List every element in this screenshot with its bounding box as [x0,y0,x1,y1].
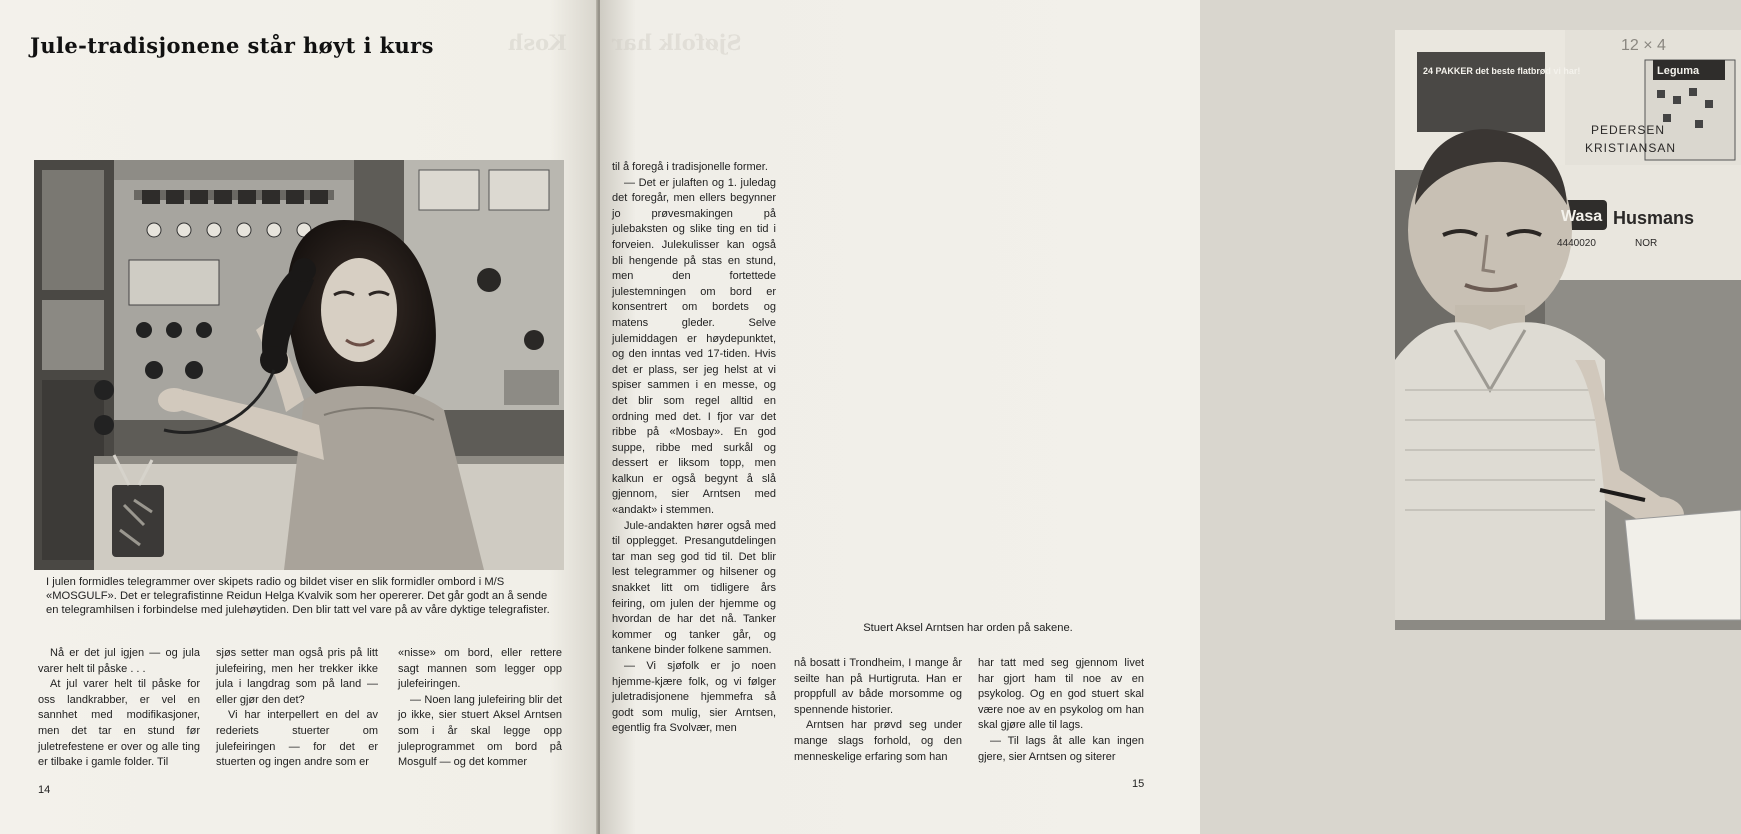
bleed-through-text: Kosh [508,30,567,55]
radio-room-illustration [34,160,564,570]
article-column-3 [398,646,562,771]
paragraph: Vi har interpellert en del av rederiets stuerter om julefeiringen — for det er stuerten og ingen andre som er [216,709,378,769]
page-number-right: 15 [1132,778,1145,790]
paragraph: nå bosatt i Trondheim, I mange år seilte han på Hurtigruta. Han er proppfull av både morsomme og spennende historier. [794,657,962,716]
steward-photo [1395,30,1741,630]
paragraph: sjøs setter man også pris på litt julefeiring, men her trekker ikke jula i langdrag som på land — eller gjør den det? [216,647,378,706]
article-column-2 [216,646,378,771]
box-label: Husmans [1613,208,1695,228]
paragraph: — Det er julaften og 1. juledag det foregår, men ellers begynner jo prøvesmakingen på julebaksten og slike ting en tid i forveien. Julekulisser kan også bli hengende på stas en stund, men den fortettede julestemningen om bord er konsentrert om bordets og matens gleder. Selve julemiddagen er høydepunktet, og den inntas ved 17-tiden. Hvis det er plass, ser jeg helst at vi spiser sammen i en messe, og det blir som regel alltid en ordning med det. I fjor var det ribbe på «Mosbay». En god suppe, ribbe med surkål og dessert er liksom topp, men kalkun er også begynt å slå gjennom, sier Arntsen med «andakt» i stemmen. [612,176,776,517]
box-label: 12 × 4 [1621,37,1666,54]
bleed-through-text: Sjøfolk har [612,30,742,55]
radio-operator-photo [34,160,564,570]
box-label: NOR [1635,238,1658,249]
article-column-1 [38,646,200,771]
box-label: 4440020 [1557,238,1596,249]
headline: Jule-tradisjonene står høyt i kurs [30,33,434,58]
paragraph: — Til lags åt alle kan ingen gjere, sier Arntsen og siterer [978,734,1144,763]
box-label: 24 PAKKER det beste flatbrød vi har! [1423,66,1581,76]
article-column-5 [794,656,962,765]
box-label: KRISTIANSAN [1585,141,1677,155]
article-column-6 [978,656,1144,765]
paragraph: Nå er det jul igjen — og jula varer helt til påske . . . [38,647,200,675]
paragraph: — Vi sjøfolk er jo noen hjemme-kjære folk, og vi følger juletradisjonene hjemmefra så godt som mulig, sier Arntsen, egentlig fra Svolvær, men [612,660,776,735]
steward-illustration [1395,30,1741,620]
paragraph: har tatt med seg gjennom livet har gjort ham til noe av en psykolog. Og en god stuert skal være noe av en psykolog om han skal gjøre alle til lags. [978,657,1144,732]
paragraph: «nisse» om bord, eller rettere sagt mannen som legger opp julefeiringen. [398,647,562,691]
paragraph: til å foregå i tradisjonelle former. [612,161,768,173]
photo-caption-left: I julen formidles telegrammer over skipets radio og bildet viser en slik formidler ombord i M/S «MOSGULF». Det er telegrafistinne Reidun Helga Kvalvik som her opererer. Det går godt an å sende en telegramhilsen i forbindelse med julehøytiden. Den blir tatt vel vare på av våre dyktige telegrafister. [46,576,550,616]
paragraph: At jul varer helt til påske for oss landkrabber, er vel en sannhet med modifikasjoner, men det tar en stund før juletrefestene er over og alle ting er tilbake i gamle folder. Til [38,678,200,769]
box-label: PEDERSEN [1591,123,1666,137]
left-page [0,0,598,834]
article-column-4 [612,160,776,737]
paragraph: Jule-andakten hører også med til opplegget. Presangutdelingen tar man seg god tid til. Det blir lest telegrammer og hilsener og snakket litt om tidligere års feiring, om julen der hjemme og hvordan de har det nå. Tanker kommer og tanker går, og tankene binder folkene sammen. [612,519,776,657]
box-label: Leguma [1657,65,1700,77]
page-number-left: 14 [38,784,51,796]
photo-caption-right: Stuert Aksel Arntsen har orden på sakene. [863,622,1073,634]
paragraph: Arntsen har prøvd seg under mange slags forhold, og den menneskelige erfaring som han [794,719,962,763]
paragraph: — Noen lang julefeiring blir det jo ikke, sier stuert Aksel Arntsen som i år skal legge opp juleprogrammet om bord på Mosgulf — og det kommer [398,693,562,769]
box-label: Wasa [1561,208,1603,225]
right-page [600,0,1700,834]
